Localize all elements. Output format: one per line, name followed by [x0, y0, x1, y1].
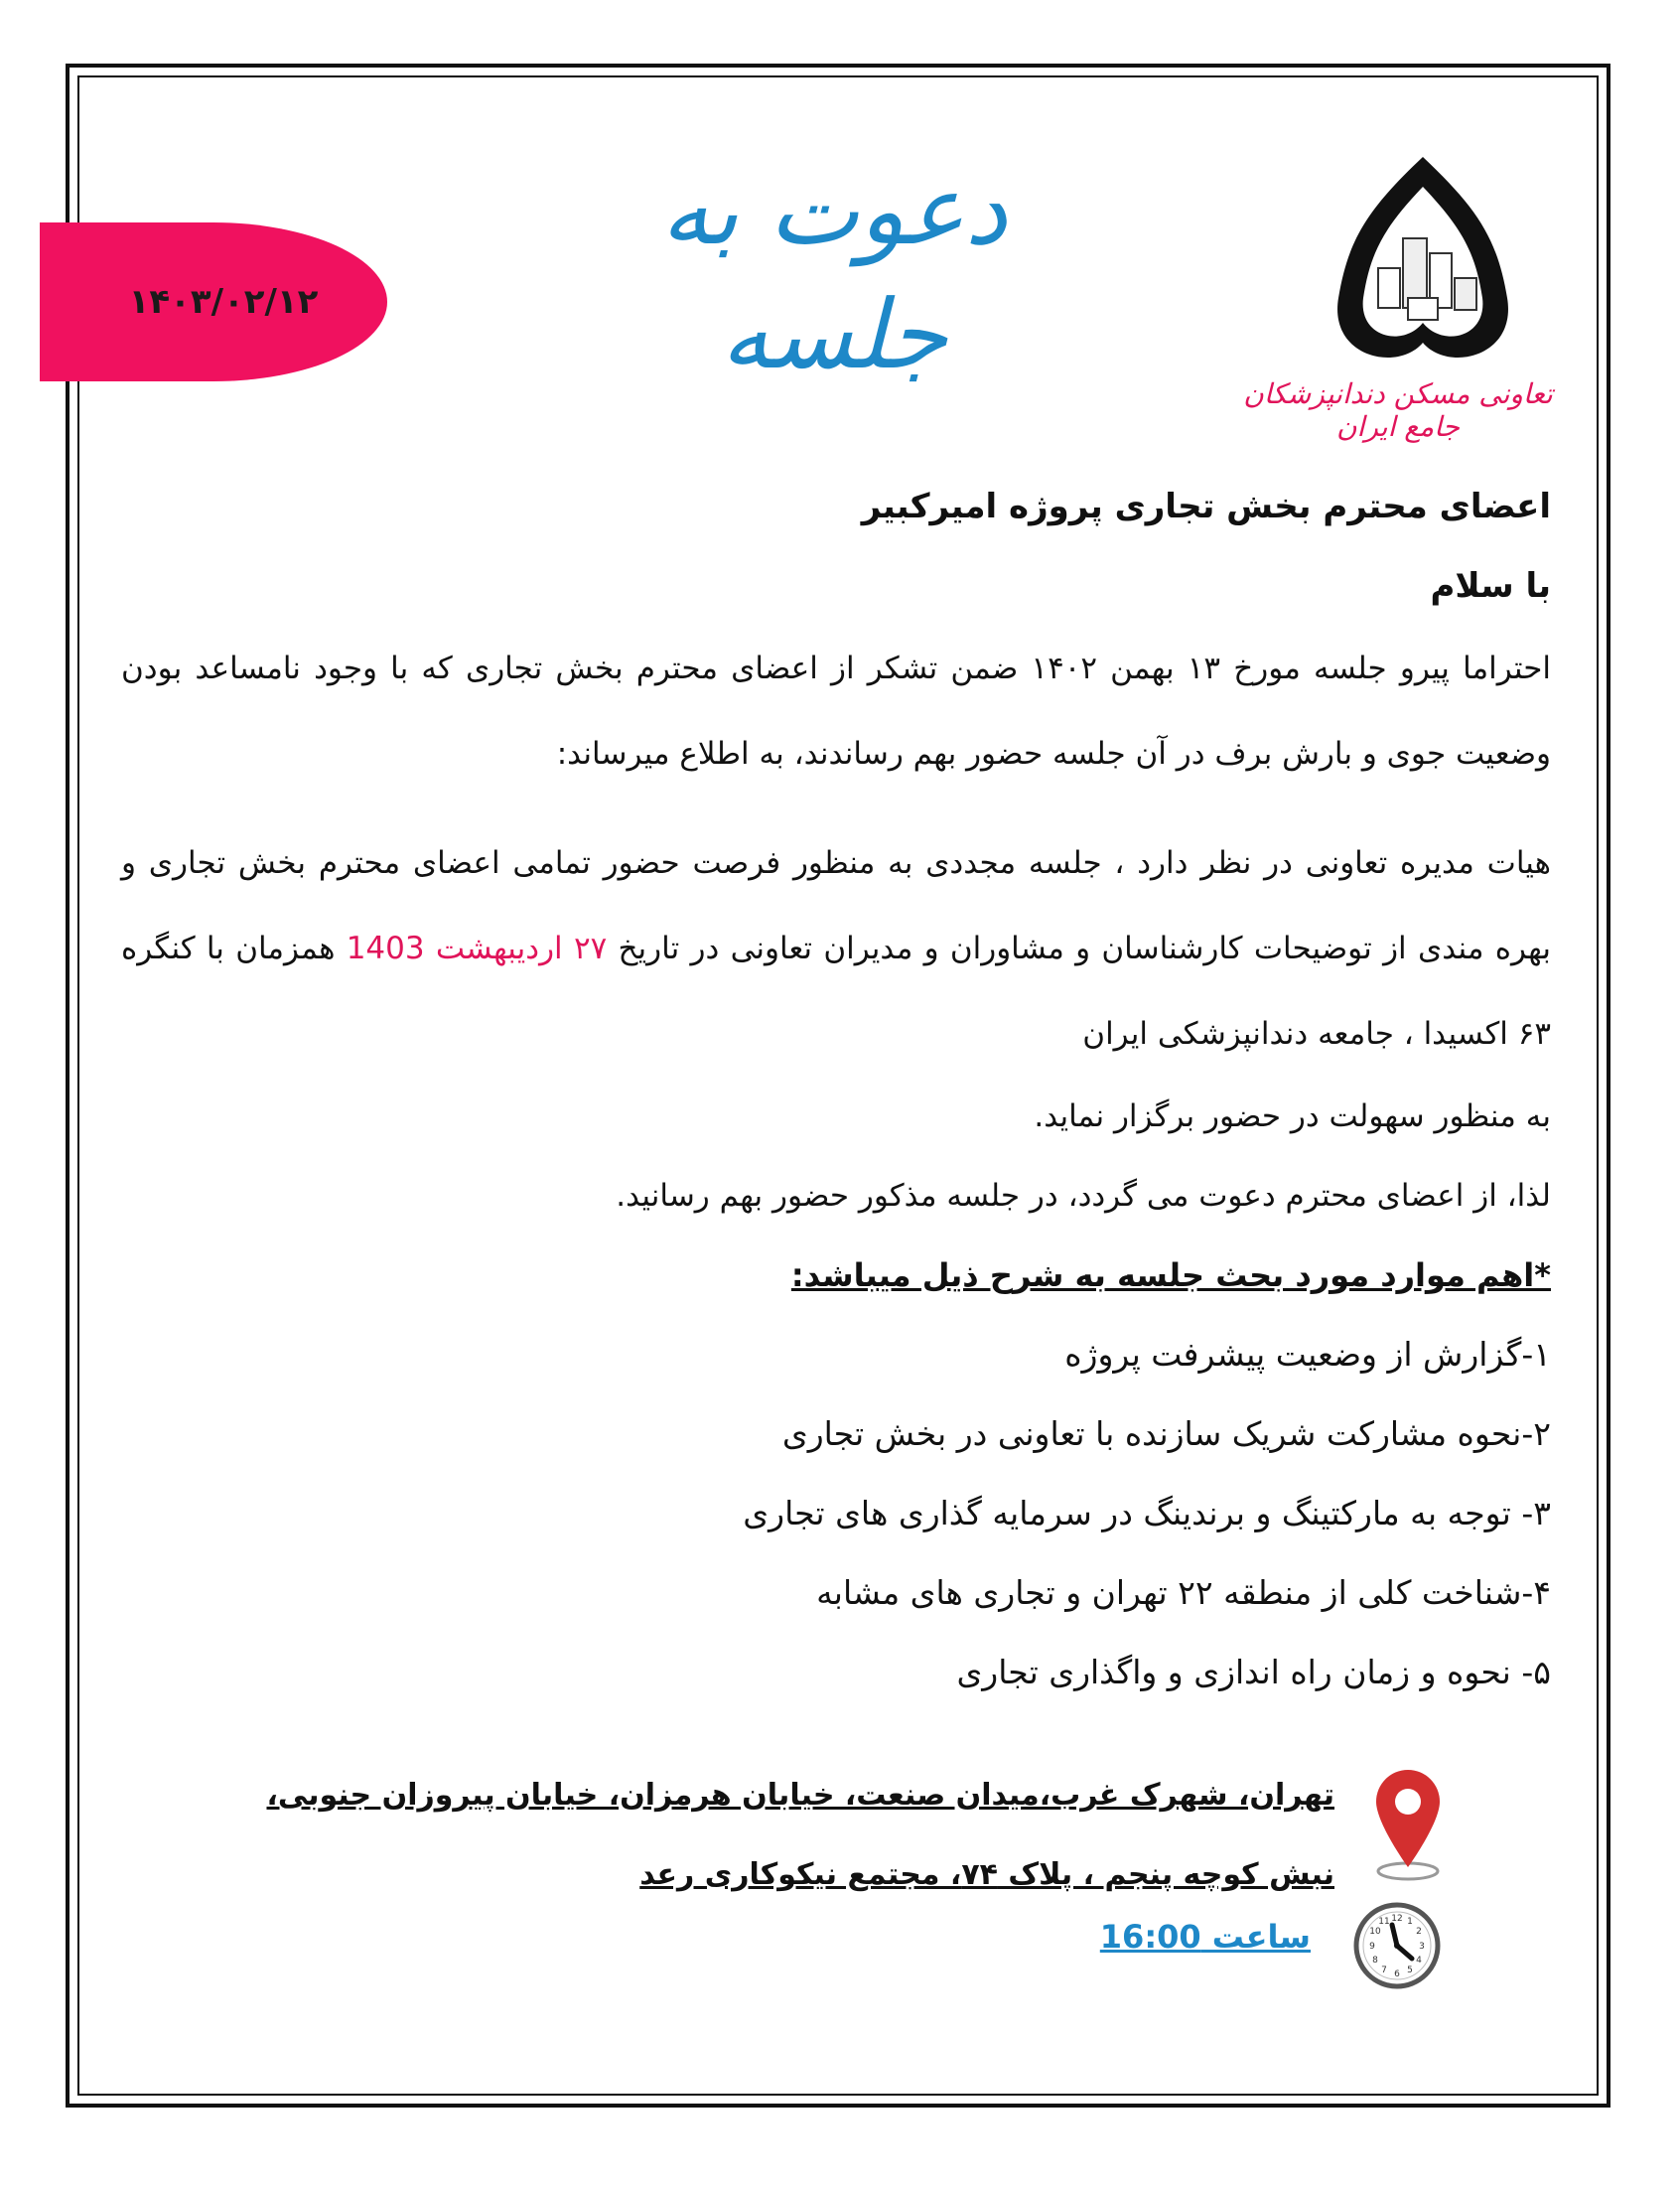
paragraph-2-end: همزمان با کنگره ۶۳ اکسیدا ، جامعه دندانپزشکی ایران: [121, 931, 1551, 1052]
clock-numeral: 7: [1381, 1966, 1387, 1975]
clock-numeral: 9: [1369, 1942, 1375, 1952]
location-pin-icon: [1368, 1764, 1448, 1883]
date-text: ۱۴۰۳/۰۲/۱۲: [128, 282, 319, 322]
clock-numeral: 5: [1407, 1966, 1413, 1975]
date-badge: [40, 222, 387, 381]
paragraph-1: احتراما پیرو جلسه مورخ ۱۳ بهمن ۱۴۰۲ ضمن تشکر از اعضای محترم بخش تجاری که با وجود نامساعد بودن وضعیت جوی و بارش برف در آن جلسه حضور بهم رساندند، به اطلاع میرساند:: [121, 651, 1551, 772]
address-line-2: نبش کوچه پنجم ، پلاک ۷۴، مجتمع نیکوکاری رعد: [639, 1857, 1334, 1892]
paragraph-2-last-line: به منظور سهولت در حضور برگزار نماید.: [1034, 1098, 1551, 1134]
paragraph-2: [121, 820, 1551, 1077]
meeting-address: [242, 1756, 1334, 1915]
clock-icon: [1352, 1901, 1442, 1990]
clock-numeral: 11: [1378, 1917, 1390, 1927]
topic-item: ۴-شناخت کلی از منطقه ۲۲ تهران و تجاری های مشابه: [816, 1573, 1551, 1612]
topic-item: ۳- توجه به مارکتینگ و برندینگ در سرمایه گذاری های تجاری: [743, 1494, 1551, 1532]
address-line-1: تهران، شهرک غرب،میدان صنعت، خیابان هرمزان، خیابان پیروزان جنوبی،: [266, 1778, 1334, 1813]
clock-numeral: 4: [1416, 1956, 1422, 1966]
topics-heading: *اهم موارد مورد بحث جلسه به شرح ذیل میباشد:: [790, 1256, 1551, 1294]
page-title: دعوت به جلسه: [660, 155, 1008, 390]
cooperative-logo-icon: [1309, 149, 1537, 377]
paragraph-gap: [121, 797, 1551, 820]
clock-numeral: 2: [1416, 1927, 1422, 1937]
topic-item: ۲-نحوه مشارکت شریک سازنده با تعاونی در بخش تجاری: [781, 1414, 1551, 1453]
clock-numeral: 1: [1407, 1917, 1413, 1927]
addressee-heading: اعضای محترم بخش تجاری پروژه امیرکبیر: [861, 487, 1551, 526]
greeting: با سلام: [1430, 566, 1551, 606]
paragraph-3: لذا، از اعضای محترم دعوت می گردد، در جلسه مذکور حضور بهم رسانید.: [616, 1178, 1551, 1214]
meeting-date-highlight: ۲۷ اردیبهشت 1403: [346, 931, 608, 966]
letter-body: [121, 467, 1551, 1712]
clock-numeral: 6: [1394, 1969, 1400, 1979]
topic-item: ۱-گزارش از وضعیت پیشرفت پروژه: [1064, 1335, 1551, 1374]
clock-numeral: 3: [1419, 1942, 1425, 1952]
meeting-time: ساعت 16:00: [1099, 1918, 1311, 1956]
clock-numeral: 10: [1369, 1927, 1381, 1937]
clock-numeral: 12: [1391, 1914, 1403, 1924]
topic-item: ۵- نحوه و زمان راه اندازی و واگذاری تجاری: [956, 1653, 1551, 1691]
logo-caption: تعاونی مسکن دندانپزشکان جامع ایران: [1243, 377, 1553, 443]
clock-numeral: 8: [1372, 1956, 1378, 1966]
paragraph-2-start: هیات مدیره تعاونی در نظر دارد ، جلسه مجددی به منظور فرصت حضور تمامی اعضای محترم بخش تجاری و بهره مندی از توضیحات کارشناسان و مشاوران و مدیران تعاونی در تاریخ: [121, 845, 1551, 966]
